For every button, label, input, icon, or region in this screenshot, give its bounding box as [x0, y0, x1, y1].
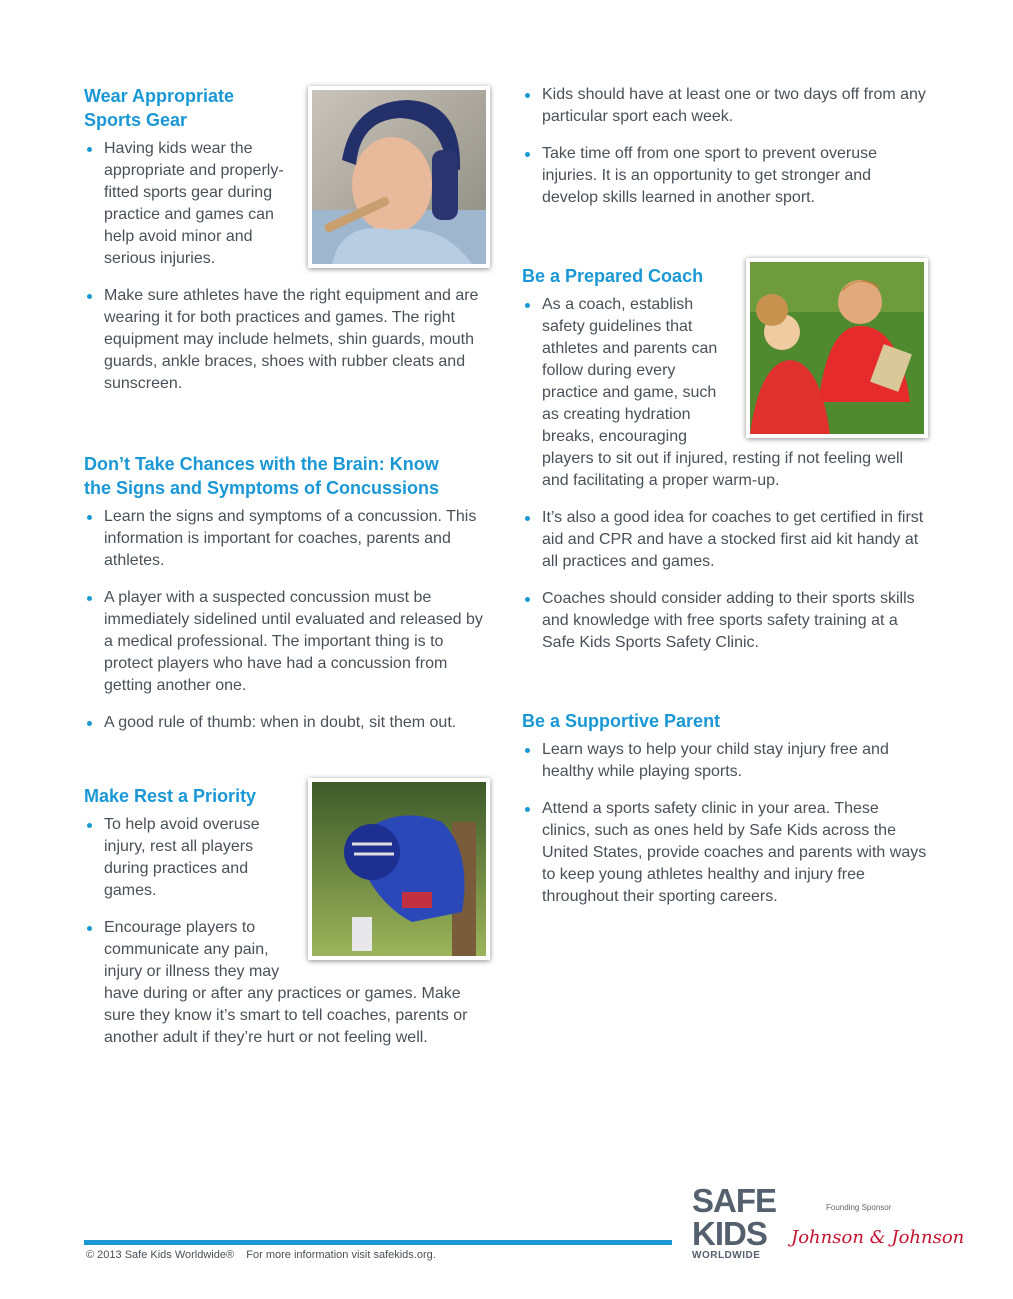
days-off-list — [522, 84, 928, 209]
section-prepared-coach — [522, 264, 928, 654]
section-rest — [84, 784, 490, 1049]
section-days-off — [522, 84, 928, 209]
list-item: Kids should have at least one or two days off from any particular sport each week. — [522, 84, 928, 128]
list-item: As a coach, establish safety guidelines that athletes and parents can follow during every practice and game, such as creating hydration breaks, encouraging players to sit out if injured, resting if not feeling well and facilitating a proper warm-up. — [522, 294, 928, 492]
section-sports-gear — [84, 84, 490, 395]
right-column — [522, 84, 928, 923]
list-item: A player with a suspected concussion must be immediately sidelined until evaluated and released by a medical professional. The important thing is to protect players who have had a concussion from getting another one. — [84, 587, 490, 697]
sponsor-logo: Johnson & Johnson — [791, 1227, 965, 1248]
left-column — [84, 84, 490, 1064]
heading-rest: Make Rest a Priority — [84, 786, 257, 806]
prepared-coach-list — [522, 294, 928, 654]
section-supportive-parent — [522, 709, 928, 908]
sports-gear-list — [84, 138, 490, 395]
heading-sports-gear: Wear Appropriate Sports Gear — [84, 86, 235, 130]
footer-rule — [84, 1240, 672, 1245]
list-item: Learn the signs and symptoms of a concussion. This information is important for coaches, parents and athletes. — [84, 506, 490, 572]
list-item: It’s also a good idea for coaches to get certified in first aid and CPR and have a stocked first aid kit handy at all practices and games. — [522, 507, 928, 573]
list-item: A good rule of thumb: when in doubt, sit them out. — [84, 712, 490, 734]
list-item: Coaches should consider adding to their sports skills and knowledge with free sports safety training at a Safe Kids Sports Safety Clinic. — [522, 588, 928, 654]
list-item: Attend a sports safety clinic in your area. These clinics, such as ones held by Safe Kids across the United States, provide coaches and parents with ways to keep young athletes healthy and injury free throughout their sporting careers. — [522, 798, 928, 908]
list-item: Encourage players to communicate any pain, injury or illness they may have during or after any practices or games. Make sure they know it’s smart to tell coaches, parents or another adult if they’re hurt or not feeling well. — [84, 917, 490, 1049]
list-item: Take time off from one sport to prevent overuse injuries. It is an opportunity to get stronger and develop skills learned in another sport. — [522, 143, 928, 209]
safe-kids-logo — [692, 1184, 782, 1261]
list-item: Having kids wear the appropriate and properly-fitted sports gear during practice and games can help avoid minor and serious injuries. — [84, 138, 490, 270]
logo-line-worldwide: WORLDWIDE — [692, 1250, 761, 1261]
logo-line-safe: SAFE — [692, 1182, 777, 1219]
concussions-list — [84, 506, 490, 734]
rest-list — [84, 814, 490, 1049]
footer-copyright: © 2013 Safe Kids Worldwide® For more information visit safekids.org. — [86, 1249, 436, 1261]
heading-supportive-parent: Be a Supportive Parent — [522, 711, 721, 731]
heading-concussions: Don’t Take Chances with the Brain: Know the Signs and Symptoms of Concussions — [84, 454, 440, 498]
section-concussions — [84, 452, 490, 734]
logo-line-kids: KIDS — [692, 1215, 767, 1252]
list-item: Make sure athletes have the right equipment and are wearing it for both practices and games. The right equipment may include helmets, shin guards, mouth guards, ankle braces, shoes with rubber cleats and sunscreen. — [84, 285, 490, 395]
supportive-parent-list — [522, 739, 928, 908]
list-item: Learn ways to help your child stay injury free and healthy while playing sports. — [522, 739, 928, 783]
heading-prepared-coach: Be a Prepared Coach — [522, 266, 704, 286]
sponsor-label: Founding Sponsor — [826, 1203, 892, 1212]
list-item: To help avoid overuse injury, rest all players during practices and games. — [84, 814, 490, 902]
